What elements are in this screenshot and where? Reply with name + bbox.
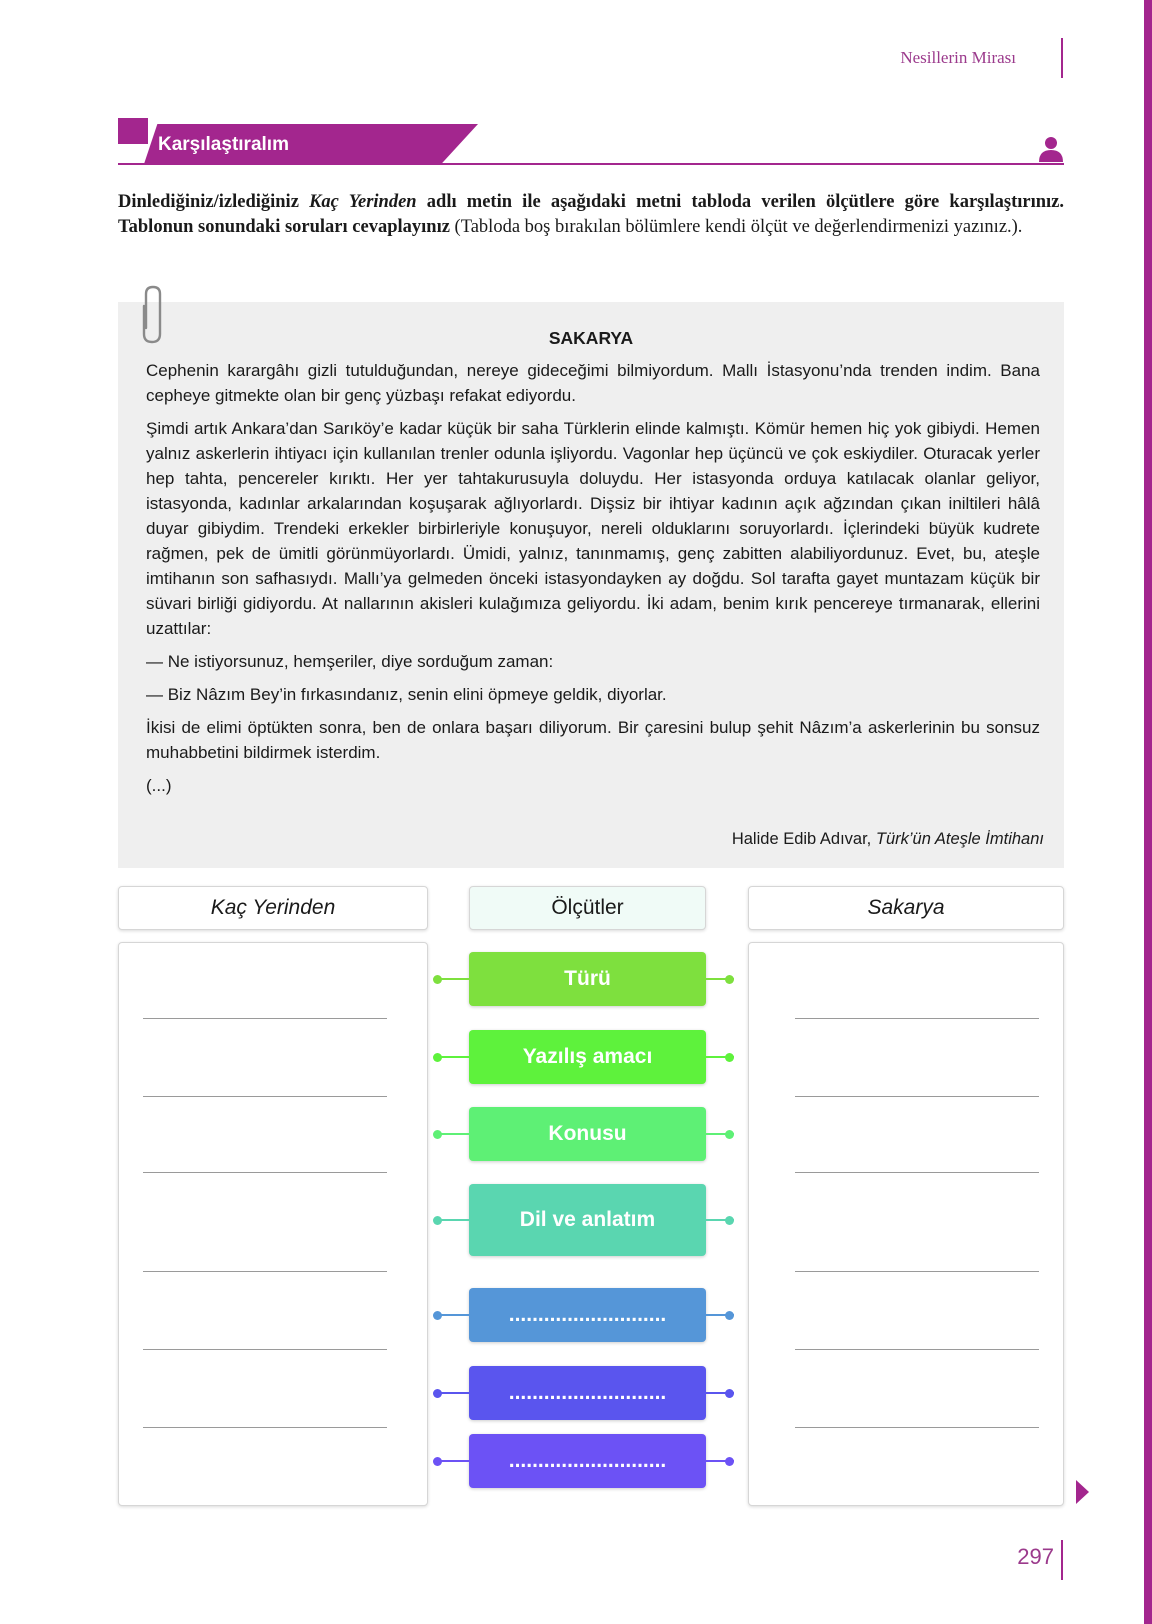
page-number-rule xyxy=(1061,1540,1063,1580)
page-edge-bar xyxy=(1144,0,1152,1624)
connector-line xyxy=(441,1219,469,1221)
section-banner xyxy=(118,118,1064,166)
instruction-text xyxy=(118,190,1064,240)
connector-dot xyxy=(433,1216,442,1225)
connector-dot xyxy=(725,1130,734,1139)
writing-line[interactable] xyxy=(143,1018,387,1019)
passage-paragraph: Şimdi artık Ankara’dan Sarıköy’e kadar küçük bir saha Türklerin elinde kalmıştı. Kömür hemen hiç yok gibiydi. Hemen yalnız askerlerin ihtiyacı için kullanılan trenler odunla işliyordu. Vagonlar hep üçüncü ve çok eskiydiler. Oturacak yerler hep tahta, pencereler kırıktı. Her yer tahtakurusuyla doluydu. Her istasyonda orduya katılacak olanlar geliyor, istasyonda, kadınlar arkalarından koşuşarak ağlıyorlardı. Dişsiz bir ihtiyar kadının açık ağzından çıkan iniltileri hâlâ duyar gibiydim. Trendeki erkekler birbirleriyle konuşuyor, nereli olduklarını soruyorlardı. İçlerindeki büyük kudrete rağmen, pek de ümitli görünmüyorlardı. Ümidi, yalnız, tanınmamış, genç zabitten alabiliyordunuz. Evet, bu, ateşle imtihanın son safhasıydı. Mallı’ya gelmeden önceki istasyondayken ay doğdu. Sol tarafta gayet muntazam küçük bir süvari birliği gidiyordu. At nallarının akisleri kulağımıza geliyordu. İki adam, benim kırık pencereye tırmanarak, ellerini uzattılar: xyxy=(146,419,1040,638)
connector-dot xyxy=(725,1389,734,1398)
connector-dot xyxy=(433,1053,442,1062)
criteria-header: Ölçütler xyxy=(469,886,706,930)
section-title: Karşılaştıralım xyxy=(158,134,289,155)
criterion-box[interactable]: ........................... xyxy=(469,1366,706,1420)
passage-paragraph: (...) xyxy=(146,776,172,795)
reading-passage xyxy=(118,302,1064,868)
connector-dot xyxy=(433,1311,442,1320)
writing-line[interactable] xyxy=(795,1271,1039,1272)
right-column-header: Sakarya xyxy=(748,886,1064,930)
criterion-box: Yazılış amacı xyxy=(469,1030,706,1084)
source-author: Halide Edib Adıvar, xyxy=(731,830,876,848)
next-page-arrow-icon[interactable] xyxy=(1074,1479,1090,1505)
writing-line[interactable] xyxy=(143,1349,387,1350)
connector-line xyxy=(441,1056,469,1058)
writing-line[interactable] xyxy=(795,1427,1039,1428)
connector-line xyxy=(441,1133,469,1135)
criterion-box[interactable]: ........................... xyxy=(469,1434,706,1488)
writing-line[interactable] xyxy=(143,1427,387,1428)
instruction-part1: Dinlediğiniz/izlediğiniz xyxy=(118,192,310,212)
connector-dot xyxy=(725,1053,734,1062)
running-head: Nesillerin Mirası xyxy=(900,48,1016,67)
instruction-part2: adlı metin ile aşağıdaki metni tabloda verilen ölçütlere göre karşılaştırınız. Tablonun sonundaki soruları cevaplayınız xyxy=(118,192,1064,237)
writing-line[interactable] xyxy=(143,1172,387,1173)
connector-line xyxy=(441,978,469,980)
banner-tab xyxy=(118,118,148,144)
connector-dot xyxy=(433,1389,442,1398)
writing-line[interactable] xyxy=(795,1172,1039,1173)
criterion-box: Dil ve anlatım xyxy=(469,1184,706,1256)
banner-rule xyxy=(118,163,1064,165)
connector-dot xyxy=(725,1457,734,1466)
passage-source xyxy=(732,830,1044,849)
instruction-note: (Tabloda boş bırakılan bölümlere kendi ölçüt ve değerlendirmenizi yazınız.). xyxy=(449,217,1023,237)
writing-line[interactable] xyxy=(795,1018,1039,1019)
connector-line xyxy=(441,1460,469,1462)
instruction-title: Kaç Yerinden xyxy=(309,192,417,212)
connector-dot xyxy=(433,1130,442,1139)
connector-dot xyxy=(433,1457,442,1466)
writing-line[interactable] xyxy=(143,1096,387,1097)
passage-title: SAKARYA xyxy=(548,328,634,348)
passage-paragraph: Cephenin karargâhı gizli tutulduğundan, nereye gideceğimi bilmiyordum. Mallı İstasyonu’nda trenden indim. Bana cepheye gitmekte olan bir genç yüzbaşı refakat ediyordu. xyxy=(146,361,1040,405)
criterion-box: Konusu xyxy=(469,1107,706,1161)
connector-line xyxy=(441,1314,469,1316)
passage-paragraph: İkisi de elimi öptükten sonra, ben de onlara başarı diliyorum. Bir çaresini bulup şehit Nâzım’a askerlerinin bu sonsuz muhabbetini bildirmek isterdim. xyxy=(146,718,1040,762)
connector-dot xyxy=(725,1216,734,1225)
connector-dot xyxy=(725,975,734,984)
connector-dot xyxy=(725,1311,734,1320)
passage-paragraph: — Ne istiyorsunuz, hemşeriler, diye sorduğum zaman: xyxy=(146,652,554,671)
passage-body xyxy=(146,358,1040,806)
source-work: Türk’ün Ateşle İmtihanı xyxy=(875,830,1044,848)
right-answer-panel xyxy=(748,942,1064,1506)
writing-line[interactable] xyxy=(795,1096,1039,1097)
paperclip-icon xyxy=(136,284,174,346)
left-column-header: Kaç Yerinden xyxy=(118,886,428,930)
connector-line xyxy=(441,1392,469,1394)
passage-paragraph: — Biz Nâzım Bey’in fırkasındanız, senin elini öpmeye geldik, diyorlar. xyxy=(146,685,667,704)
connector-dot xyxy=(433,975,442,984)
writing-line[interactable] xyxy=(143,1271,387,1272)
criterion-box[interactable]: ........................... xyxy=(469,1288,706,1342)
writing-line[interactable] xyxy=(795,1349,1039,1350)
page-number: 297 xyxy=(1017,1544,1054,1569)
running-head-rule xyxy=(1061,38,1063,78)
left-answer-panel xyxy=(118,942,428,1506)
person-icon xyxy=(1038,136,1064,162)
criterion-box: Türü xyxy=(469,952,706,1006)
